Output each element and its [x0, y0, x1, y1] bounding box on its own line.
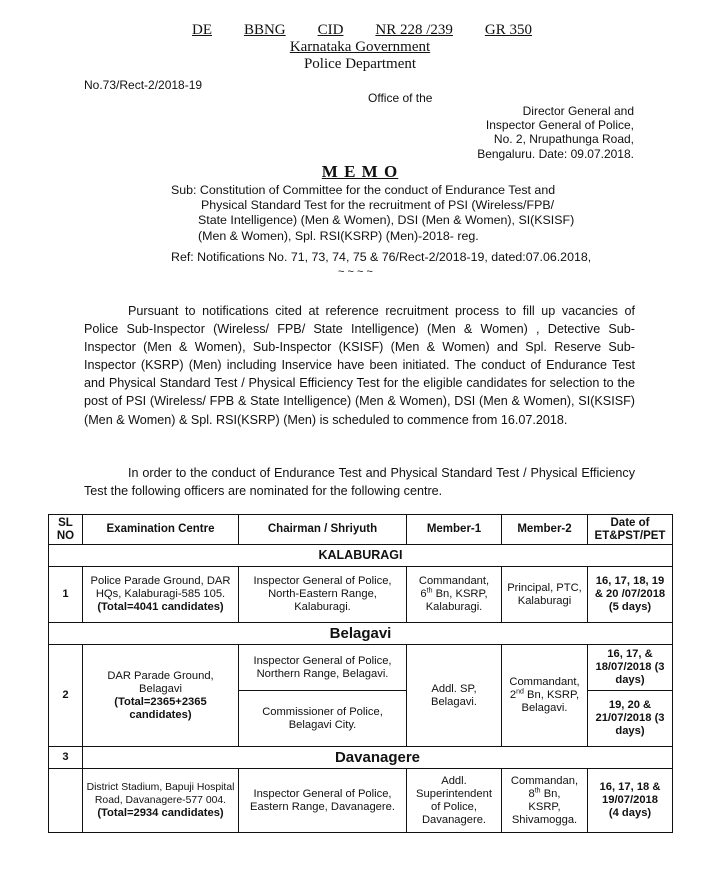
row-member2: [502, 769, 588, 833]
paragraph-intro: Pursuant to notifications cited at reference recruitment process to fill up vacancies of Police Sub-Inspector (Wireless/ FPB/ State Intelligence) (Men & Women) , Detective Sub-Inspector (Men & Women), Sub-Inspector (KSISF) (Men & Women) and Spl. Reserve Sub-Inspector (KSRP) (Men) including Inservice have been initiated. The conduct of Endurance Test and Physical Standard Test / Physical Efficiency Test for the eligible candidates for selection to the post of PSI (Wireless/ FPB & State Intelligence) (Men & Women), DSI (Men & Women), SI(KSISF) (Men & Women) & Spl. RSI(KSRP) (Men) is scheduled to commence from 16.07.2018.: [84, 304, 635, 427]
ordinal-suffix: th: [534, 786, 541, 794]
header-member2: Member-2: [502, 515, 588, 545]
row-chairman: Inspector General of Police, Northern Range, Belagavi.: [239, 645, 407, 691]
centre-total: (Total=2934 candidates): [97, 807, 224, 819]
header-sl: SL NO: [49, 515, 83, 545]
address-line: No. 2, Nrupathunga Road,: [493, 132, 634, 147]
member-line: [505, 689, 584, 702]
section-belagavi: Belagavi: [49, 623, 673, 645]
office-of-label: Office of the: [368, 91, 433, 105]
address-line: Bengaluru. Date: 09.07.2018.: [477, 146, 634, 161]
header-chairman: Chairman / Shriyuth: [239, 515, 407, 545]
row-centre: [83, 645, 239, 747]
row-centre: [83, 567, 239, 623]
ordinal-suffix: nd: [516, 688, 524, 696]
header-centre: Examination Centre: [83, 515, 239, 545]
section-kalaburagi: KALABURAGI: [49, 545, 673, 567]
table-row: [49, 567, 673, 623]
table-row: [49, 645, 673, 691]
member-line: KSRP,: [528, 800, 561, 813]
member-line: Commandant,: [509, 676, 580, 688]
member-line: [505, 788, 584, 801]
row-member1: Addl. SP, Belagavi.: [407, 645, 502, 747]
row-member2: Principal, PTC, Kalaburagi: [502, 567, 588, 623]
office-address: [474, 104, 634, 161]
row-member1: [407, 567, 502, 623]
row-chairman: Commissioner of Police, Belagavi City.: [239, 691, 407, 747]
top-codes-line: [192, 22, 532, 39]
row-date: 19, 20 & 21/07/2018 (3 days): [588, 691, 673, 747]
centre-name: Police Parade Ground, DAR HQs, Kalaburagi-585 105.: [90, 575, 231, 600]
bn-number: 2: [509, 689, 517, 701]
date-range: 16, 17, 18, 19 & 20 /07/2018: [594, 575, 666, 600]
address-line: Director General and: [522, 104, 634, 118]
row-sl: 1: [49, 567, 83, 623]
subject-line: Sub: Constitution of Committee for the conduct of Endurance Test and: [171, 183, 556, 197]
subject-block: [171, 183, 574, 244]
row-date: 16, 17, & 18/07/2018 (3 days): [588, 645, 673, 691]
code-cid: CID: [317, 22, 344, 38]
date-days: (4 days): [608, 807, 652, 819]
row-date: [588, 769, 673, 833]
code-bbng: BBNG: [243, 22, 286, 38]
member-line: [410, 588, 498, 601]
committee-table: [48, 514, 673, 833]
member-line: Shivamogga.: [511, 813, 578, 826]
ordinal-suffix: th: [426, 587, 433, 595]
separator-tilde: ~ ~ ~ ~: [338, 266, 373, 278]
row-sl: 2: [49, 645, 83, 747]
code-de: DE: [192, 22, 212, 38]
member-text: Bn, KSRP,: [435, 588, 488, 600]
member-text: Bn,: [543, 787, 561, 800]
date-days: (5 days): [608, 601, 652, 613]
centre-total: (Total=2365+2365 candidates): [114, 695, 207, 721]
centre-name: District Stadium, Bapuji Hospital Road, Davanagere-577 004.: [86, 782, 235, 806]
row-member1: Addl. Superintendent of Police, Davanagere.: [407, 769, 502, 833]
member-line: Belagavi.: [521, 702, 568, 714]
government-title: Karnataka Government: [289, 39, 431, 55]
bn-number: 8: [528, 787, 535, 800]
row-sl-empty: [49, 769, 83, 833]
reference-line: Ref: Notifications No. 71, 73, 74, 75 & 76/Rect-2/2018-19, dated:07.06.2018,: [171, 250, 592, 264]
date-range: 16, 17, 18 & 19/07/2018: [599, 781, 661, 806]
centre-name: DAR Parade Ground, Belagavi: [107, 669, 214, 695]
section-row: [49, 545, 673, 567]
table-row: [49, 769, 673, 833]
section-row: [49, 747, 673, 769]
row-chairman: Inspector General of Police, North-Eastern Range, Kalaburagi.: [239, 567, 407, 623]
reference-number: No.73/Rect-2/2018-19: [84, 78, 203, 92]
row-member2: [502, 645, 588, 747]
memo-title: M E M O: [321, 162, 399, 181]
subject-line: (Men & Women), Spl. RSI(KSRP) (Men)-2018- reg.: [198, 228, 479, 243]
section-row: [49, 623, 673, 645]
member-line: Commandan,: [510, 774, 579, 787]
row-sl: 3: [49, 747, 83, 769]
paragraph-nomination: In order to the conduct of Endurance Test and Physical Standard Test / Physical Efficiency Test the following officers are nominated for the following centre.: [84, 466, 635, 499]
code-nr: NR 228 /239: [375, 22, 453, 38]
table-header-row: [49, 515, 673, 545]
member-line: Kalaburagi.: [425, 601, 483, 613]
row-date: [588, 567, 673, 623]
member-text: Bn, KSRP,: [527, 689, 580, 701]
member-line: Commandant,: [418, 575, 490, 587]
bn-number: 6: [420, 588, 427, 600]
centre-total: (Total=4041 candidates): [97, 601, 224, 613]
department-title: Police Department: [303, 56, 417, 72]
header-member1: Member-1: [407, 515, 502, 545]
header-date: Date of ET&PST/PET: [588, 515, 673, 545]
section-davanagere: Davanagere: [83, 747, 673, 769]
address-line: Inspector General of Police,: [485, 118, 634, 133]
code-gr: GR 350: [484, 22, 532, 38]
subject-line: State Intelligence) (Men & Women), DSI (Men & Women), SI(KSISF): [198, 213, 575, 228]
row-centre: [83, 769, 239, 833]
subject-line: Physical Standard Test for the recruitment of PSI (Wireless/FPB/: [201, 198, 555, 213]
row-chairman: Inspector General of Police, Eastern Range, Davanagere.: [239, 769, 407, 833]
